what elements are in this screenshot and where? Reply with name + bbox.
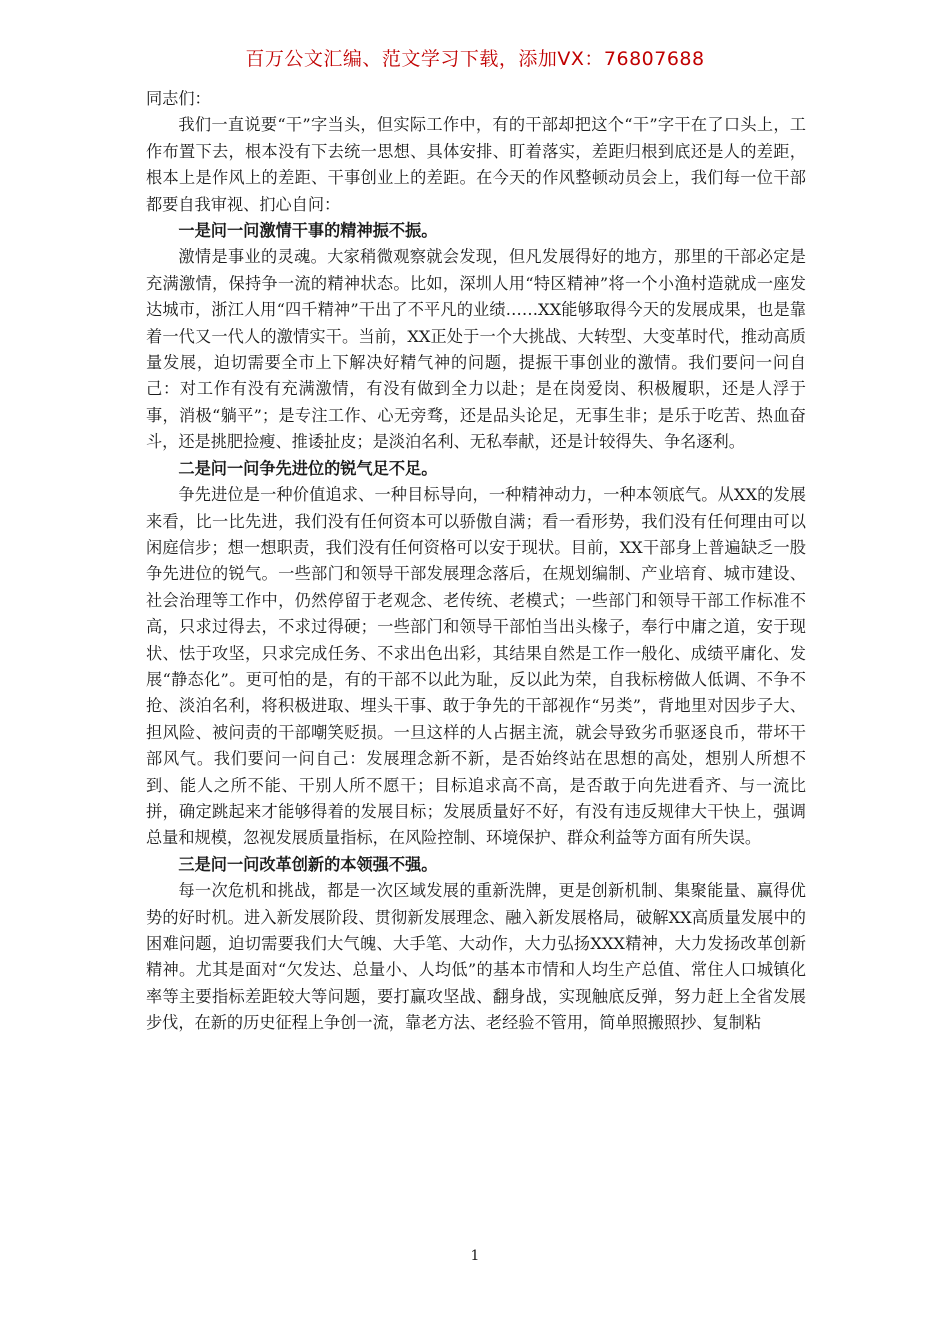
salutation: 同志们：: [146, 89, 211, 108]
intro-paragraph: 我们一直说要“干”字当头，但实际工作中，有的干部却把这个“干”字干在了口头上，工作布置下去，根本没有下去统一思想、具体安排、盯着落实，差距归根到底还是人的差距，根本上是作风上的差距、干事创业上的差距。在今天的作风整顿动员会上，我们每一位干部都要自我审视、扪心自问：: [146, 115, 806, 214]
section-heading-3: 三是问一问改革创新的本领强不强。: [178, 854, 438, 874]
section-heading-2: 二是问一问争先进位的锐气足不足。: [178, 458, 438, 478]
section-body-1: 激情是事业的灵魂。大家稍微观察就会发现，但凡发展得好的地方，那里的干部必定是充满激情，保持争一流的精神状态。比如，深圳人用“特区精神”将一个小渔村造就成一座发达城市，浙江人用“四千精神”干出了不平凡的业绩……XX能够取得今天的发展成果，也是靠着一代又一代人的激情实干。当前，XX正处于一个大挑战、大转型、大变革时代，推动高质量发展，迫切需要全市上下解决好精气神的问题，提振干事创业的激情。我们要问一问自己：对工作有没有充满激情，有没有做到全力以赴；是在岗爱岗、积极履职，还是人浮于事，消极“躺平”；是专注工作、心无旁骛，还是品头论足，无事生非；是乐于吃苦、热血奋斗，还是挑肥捡瘦、推诿扯皮；是淡泊名利、无私奉献，还是计较得失、争名逐利。: [146, 247, 806, 452]
document-body: [146, 86, 806, 1037]
section-body-3: 每一次危机和挑战，都是一次区域发展的重新洗牌，更是创新机制、集聚能量、赢得优势的好时机。进入新发展阶段、贯彻新发展理念、融入新发展格局，破解XX高质量发展中的困难问题，迫切需要我们大气魄、大手笔、大动作，大力弘扬XXX精神，大力发扬改革创新精神。尤其是面对“欠发达、总量小、人均低”的基本市情和人均生产总值、常住人口城镇化率等主要指标差距较大等问题，要打赢攻坚战、翻身战，实现触底反弹，努力赶上全省发展步伐，在新的历史征程上争创一流，靠老方法、老经验不管用，简单照搬照抄、复制粘: [146, 881, 806, 1033]
section-body-2: 争先进位是一种价值追求、一种目标导向，一种精神动力，一种本领底气。从XX的发展来看，比一比先进，我们没有任何资本可以骄傲自满；看一看形势，我们没有任何理由可以闲庭信步；想一想职责，我们没有任何资格可以安于现状。目前，XX干部身上普遍缺乏一股争先进位的锐气。一些部门和领导干部发展理念落后，在规划编制、产业培育、城市建设、社会治理等工作中，仍然停留于老观念、老传统、老模式；一些部门和领导干部工作标准不高，只求过得去，不求过得硬；一些部门和领导干部怕当出头椽子，奉行中庸之道，安于现状、怯于攻坚，只求完成任务、不求出色出彩，其结果自然是工作一般化、成绩平庸化、发展“静态化”。更可怕的是，有的干部不以此为耻，反以此为荣，自我标榜做人低调、不争不抢、淡泊名利，将积极进取、埋头干事、敢于争先的干部视作“另类”，背地里对因步子大、担风险、被问责的干部嘲笑贬损。一旦这样的人占据主流，就会导致劣币驱逐良币，带坏干部风气。我们要问一问自己：发展理念新不新，是否始终站在思想的高处，想别人所想不到、能人之所不能、干别人所不愿干；目标追求高不高，是否敢于向先进看齐、与一流比拼，确定跳起来才能够得着的发展目标；发展质量好不好，有没有违反规律大干快上，强调总量和规模，忽视发展质量指标，在风险控制、环境保护、群众利益等方面有所失误。: [146, 485, 806, 848]
watermark-banner: 百万公文汇编、范文学习下载，添加VX：76807688: [245, 48, 705, 70]
section-heading-1: 一是问一问激情干事的精神振不振。: [178, 221, 438, 241]
page-number: 1: [470, 1248, 480, 1264]
